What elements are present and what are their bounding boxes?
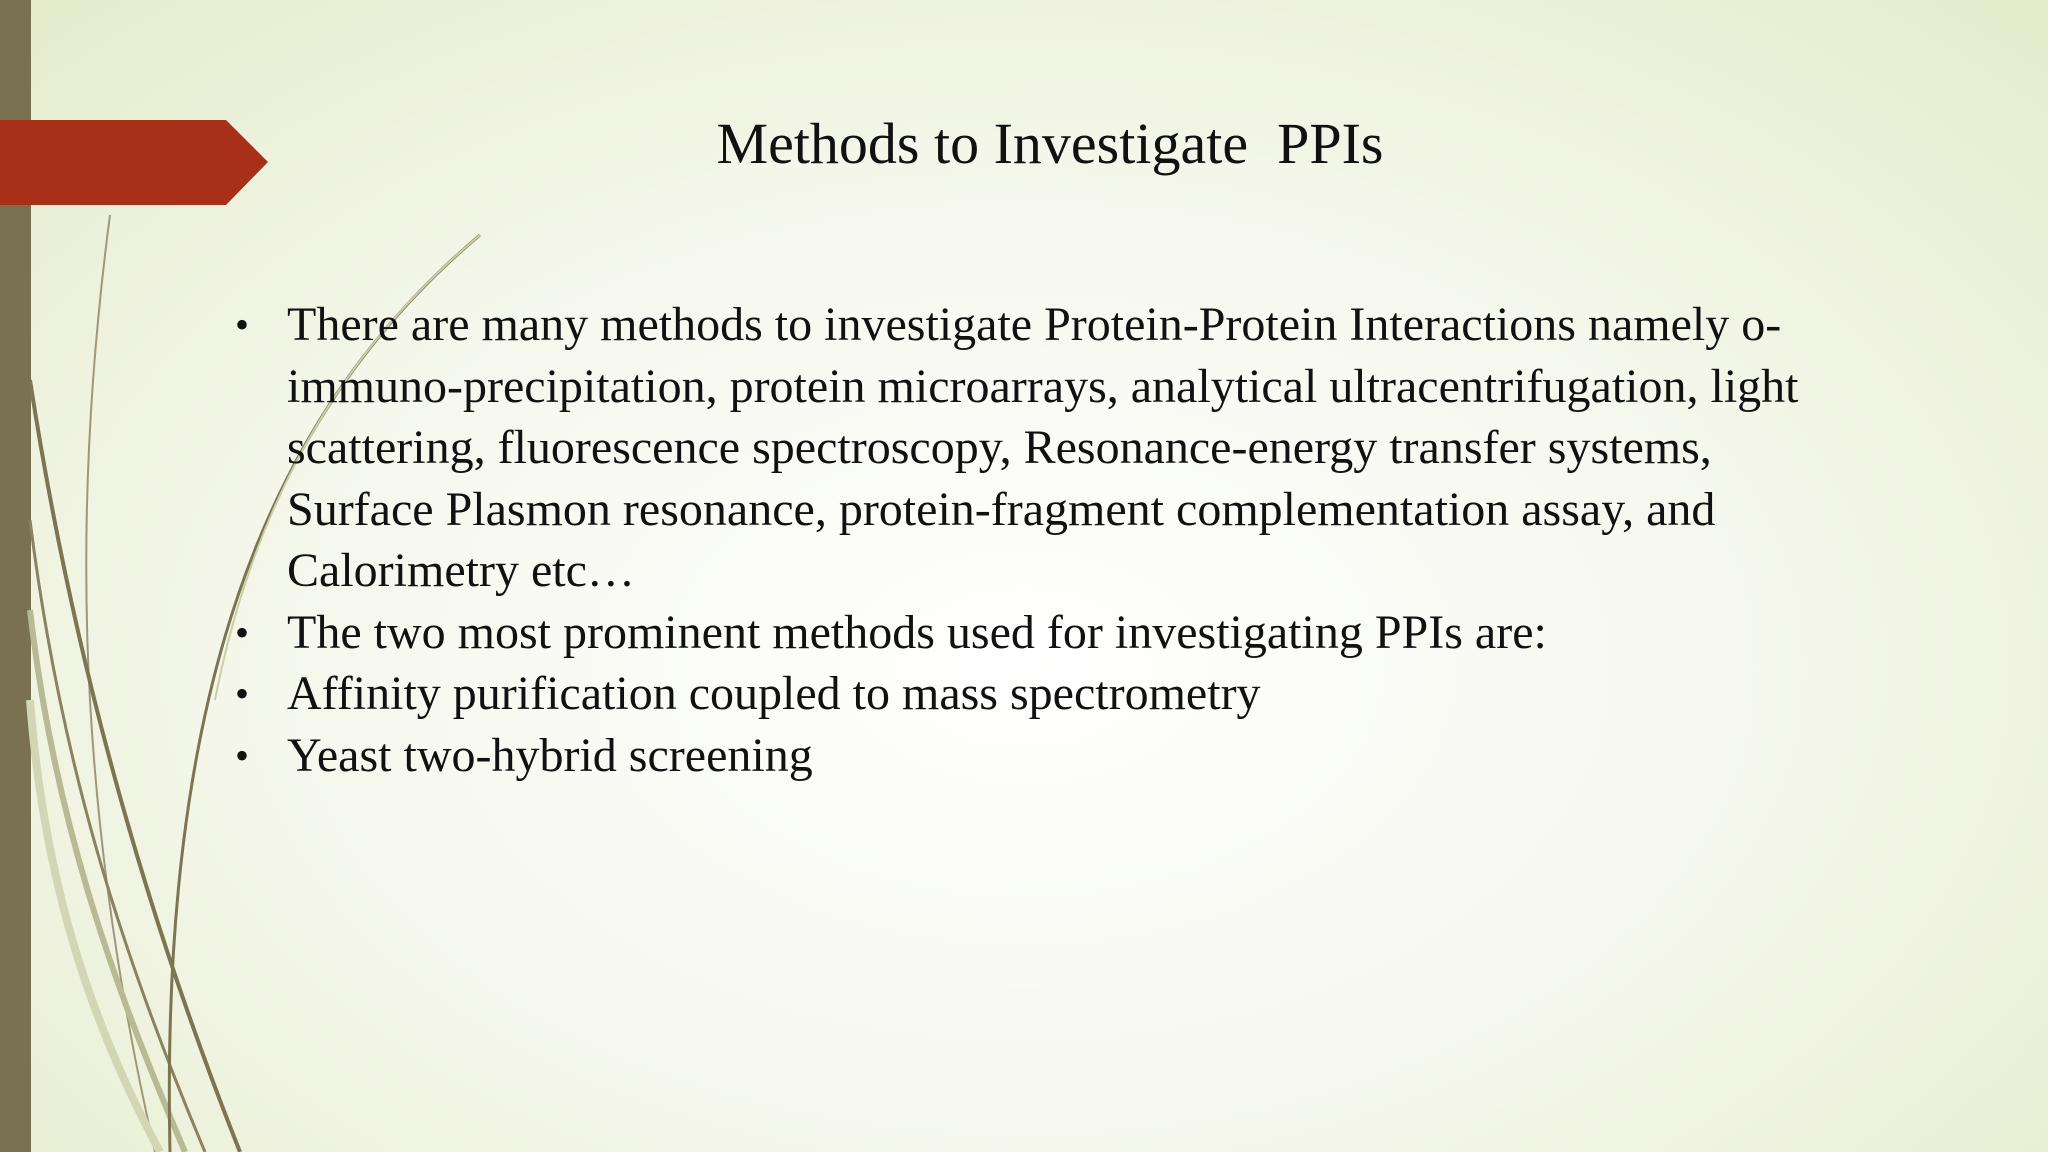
bullet-text: Yeast two-hybrid screening <box>287 728 813 782</box>
list-item <box>235 602 1855 664</box>
bullet-text: The two most prominent methods used for investigating PPIs are: <box>287 605 1547 659</box>
list-item <box>235 663 1855 725</box>
bullet-glyph: • <box>235 671 250 716</box>
bullet-text: There are many methods to investigate Protein-Protein Interactions namely o-immuno-precipitation, protein microarrays, analytical ultracentrifugation, light scattering, fluorescence spectroscopy, Resonance-energy transfer systems, Surface Plasmon resonance, protein-fragment complementation assay, and Calorimetry etc… <box>287 298 1799 597</box>
bullet-glyph: • <box>235 609 250 655</box>
slide-title: Methods to Investigate PPIs <box>716 111 1384 176</box>
list-item <box>235 725 1855 787</box>
bullet-text: Affinity purification coupled to mass spectrometry <box>287 667 1261 720</box>
bullet-glyph: • <box>235 732 250 778</box>
list-item <box>235 294 1855 602</box>
bullet-glyph: • <box>235 302 250 347</box>
bullet-list <box>235 294 1855 786</box>
